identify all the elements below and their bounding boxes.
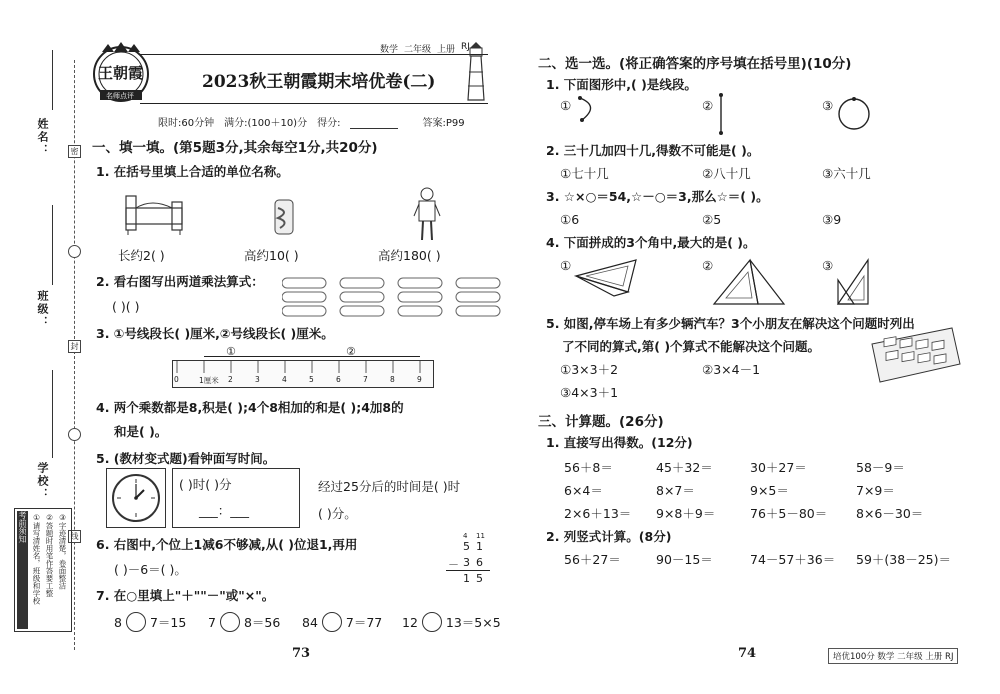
seal-char-3: 线 [68, 530, 81, 543]
sum-line [446, 570, 490, 571]
r3-option-3[interactable]: ③9 [822, 212, 842, 227]
q7-item-2-left: 7 [208, 614, 216, 630]
q7-item-2 [208, 612, 280, 632]
bed-icon [122, 190, 186, 236]
calc-item[interactable]: 6×4＝ [564, 483, 603, 498]
ruler [172, 360, 434, 388]
info-answer: 答案:P99 [422, 118, 465, 129]
page-number-right: 74 [738, 646, 757, 661]
ruler-mark-0: 0 [174, 375, 179, 384]
q4-prompt-line2: 和是( )。 [114, 424, 168, 439]
r2-option-2[interactable]: ②八十几 [702, 166, 751, 181]
ruler-segment-2 [258, 356, 420, 357]
lighthouse-decoration [462, 42, 490, 104]
vertical-calc-item[interactable]: 56＋27＝ [564, 552, 621, 567]
curve-line-icon [576, 94, 606, 124]
c2-prompt: 2. 列竖式计算。(8分) [546, 529, 672, 544]
calc-item[interactable]: 8×7＝ [656, 483, 695, 498]
seal-dot [68, 245, 81, 258]
r4-prompt: 4. 下面拼成的3个角中,最大的是( )。 [546, 235, 756, 250]
q6-prompt-line1: 6. 右图中,个位上1减6不够减,从( )位退1,再用 [96, 537, 358, 552]
seal-char-1: 密 [68, 145, 81, 158]
r5-prompt-line2: 了不同的算式,第( )个算式不能解决这个问题。 [562, 339, 821, 354]
tips-side: 考前须知 [17, 511, 28, 629]
q3-prompt: 3. ①号线段长( )厘米,②号线段长( )厘米。 [96, 326, 334, 341]
calc-item[interactable]: 45＋32＝ [656, 460, 713, 475]
q7-item-4-left: 12 [402, 614, 418, 630]
tip-1: ①请写清姓名，班级和学校 [32, 513, 41, 605]
q7-item-1 [114, 612, 186, 632]
clock-hands-icon [114, 476, 158, 520]
difference-tens: 1 [463, 572, 470, 585]
operator-circle[interactable] [220, 612, 240, 632]
r1-prompt: 1. 下面图形中,( )是线段。 [546, 77, 697, 92]
section-1-title: 一、填一填。(第5题3分,其余每空1分,共20分) [92, 140, 378, 156]
subtrahend-ones: 6 [476, 556, 483, 569]
r1-option-2[interactable]: ② [702, 98, 714, 113]
q1-prompt: 1. 在括号里填上合适的单位名称。 [96, 164, 289, 179]
ruler-mark-5: 5 [309, 375, 314, 384]
info-got: 得分: [317, 118, 341, 129]
ruler-segment-2-label: ② [346, 345, 356, 358]
segment-icon [716, 92, 726, 136]
q6-vertical-subtraction [446, 532, 498, 588]
brand-name: 王朝霞 [98, 64, 144, 82]
school-blank[interactable] [52, 370, 53, 458]
ruler-mark-3: 3 [255, 375, 260, 384]
r2-option-3[interactable]: ③六十几 [822, 166, 871, 181]
ruler-segment-1-label: ① [226, 345, 236, 358]
set-square-angle-2-icon [712, 256, 786, 306]
circle-shape-icon [836, 92, 872, 132]
page-title: 2023秋王朝霞期末培优卷(二) [202, 72, 436, 92]
r3-prompt: 3. ☆×○＝54,☆－○＝3,那么☆＝( )。 [546, 189, 769, 204]
q7-item-3 [302, 612, 382, 632]
class-label: 班级： [36, 290, 49, 329]
q1-bed-answer[interactable]: 长约2( ) [118, 248, 165, 263]
calc-item[interactable]: 9×8＋9＝ [656, 506, 716, 521]
r5-prompt-line1: 5. 如图,停车场上有多少辆汽车？3个小朋友在解决这个问题时列出 [546, 316, 915, 331]
q7-item-4-right: 13＝5×5 [445, 614, 501, 630]
footer-badge: 培优100分 数学 二年级 上册 RJ [828, 648, 958, 664]
ruler-mark-9: 9 [417, 375, 422, 384]
class-blank[interactable] [52, 205, 53, 285]
calc-item[interactable]: 58－9＝ [856, 460, 905, 475]
r5-option-3[interactable]: ③4×3＋1 [560, 385, 619, 400]
clock-face-icon [112, 474, 160, 522]
set-square-angle-3-icon [834, 256, 872, 308]
ruler-mark-4: 4 [282, 375, 287, 384]
minuend-tens: 5 [463, 540, 470, 553]
ruler-mark-2: 2 [228, 375, 233, 384]
q5-after-line2[interactable]: ( )分。 [318, 506, 357, 521]
meta-edition: RJ [461, 42, 470, 52]
q7-item-3-right: 7＝77 [345, 614, 383, 630]
q6-prompt-line2[interactable]: ( )－6＝( )。 [114, 562, 187, 577]
q4-prompt-line1: 4. 两个乘数都是8,积是( );4个8相加的和是( );4加8的 [96, 400, 404, 415]
title-bar [140, 54, 488, 104]
info-time: 限时:60分钟 [158, 118, 215, 129]
calc-item[interactable]: 30＋27＝ [750, 460, 807, 475]
r4-option-3[interactable]: ③ [822, 258, 834, 273]
calc-item[interactable]: 9×5＝ [750, 483, 789, 498]
seal-char-2: 封 [68, 340, 81, 353]
name-blank[interactable] [52, 50, 53, 110]
q7-item-1-right: 7＝15 [149, 614, 187, 630]
flower-rows-icon [282, 276, 502, 318]
q7-item-2-right: 8＝56 [243, 614, 281, 630]
r4-option-1[interactable]: ① [560, 258, 572, 273]
subtrahend-tens: 3 [463, 556, 470, 569]
q5-prompt: 5. (教材变式题)看钟面写时间。 [96, 451, 276, 466]
tips-box [14, 508, 72, 632]
q2-answer-blanks[interactable]: ( )( ) [112, 299, 140, 314]
time-answer-box [172, 468, 300, 528]
q1-container-answer[interactable]: 高约10( ) [244, 248, 299, 263]
operator-circle[interactable] [422, 612, 442, 632]
minus-sign: － [448, 558, 459, 571]
bed-picture [122, 190, 186, 240]
r3-option-1[interactable]: ①6 [560, 212, 580, 227]
page-number-left: 73 [292, 646, 311, 661]
score-blank[interactable] [350, 114, 398, 129]
r5-option-2[interactable]: ②3×4－1 [702, 362, 761, 377]
r5-option-1[interactable]: ①3×3＋2 [560, 362, 619, 377]
school-label: 学校： [36, 462, 49, 501]
container-picture [272, 196, 296, 240]
meta-volume: 上册 [437, 45, 456, 55]
c1-prompt: 1. 直接写出得数。(12分) [546, 435, 693, 450]
operator-circle[interactable] [322, 612, 342, 632]
exam-info [158, 114, 465, 129]
info-score: 满分:(100＋10)分 [224, 118, 308, 129]
operator-circle[interactable] [126, 612, 146, 632]
r2-option-1[interactable]: ①七十几 [560, 166, 609, 181]
person-icon [412, 186, 442, 242]
brand-sub: 名师点评 [106, 92, 134, 100]
minuend-ones: 1 [476, 540, 483, 553]
r1-option-1[interactable]: ① [560, 98, 572, 113]
lighthouse-icon [462, 42, 490, 104]
difference-ones: 5 [476, 572, 483, 585]
r3-option-2[interactable]: ②5 [702, 212, 722, 227]
q5-time-answer[interactable]: ( )时( )分 [179, 477, 232, 492]
ruler-mark-7: 7 [363, 375, 368, 384]
section-3-title: 三、计算题。(26分) [538, 414, 664, 430]
borrow-digit-ones: 11 [476, 532, 485, 540]
section-2-title: 二、选一选。(将正确答案的序号填在括号里)(10分) [538, 56, 852, 72]
q2-pattern-grid [282, 276, 502, 322]
vertical-calc-item[interactable]: 74－57＋36＝ [750, 552, 836, 567]
parking-lot-icon [866, 324, 962, 386]
q7-item-3-left: 84 [302, 614, 318, 630]
set-square-angle-1-icon [574, 256, 638, 298]
person-picture [412, 186, 442, 246]
name-label: 姓名： [36, 118, 49, 157]
q7-prompt: 7. 在○里填上"＋""－"或"×"。 [96, 588, 275, 603]
calc-item[interactable]: 76＋5－80＝ [750, 506, 828, 521]
vertical-calc-item[interactable]: 59＋(38－25)＝ [856, 552, 951, 567]
calc-item[interactable]: 2×6＋13＝ [564, 506, 632, 521]
q2-prompt: 2. 看右图写出两道乘法算式： [96, 274, 264, 289]
tip-2: ②答题时用笔作答要工整 [45, 513, 54, 597]
tip-3: ③字迹清楚，卷面整洁 [58, 513, 67, 590]
ruler-mark-6: 6 [336, 375, 341, 384]
borrow-digit-tens: 4 [463, 532, 468, 540]
meta-subject: 数学 [380, 45, 399, 55]
binding-strip [0, 0, 82, 694]
q7-item-1-left: 8 [114, 614, 122, 630]
calc-item[interactable]: 56＋8＝ [564, 460, 613, 475]
q5-after-line1[interactable]: 经过25分后的时间是( )时 [318, 479, 461, 494]
ruler-mark-8: 8 [390, 375, 395, 384]
q7-item-4 [402, 612, 501, 632]
q1-person-answer[interactable]: 高约180( ) [378, 248, 441, 263]
r4-option-2[interactable]: ② [702, 258, 714, 273]
bottle-icon [272, 196, 296, 236]
seal-dot [68, 428, 81, 441]
q5-digital-answer[interactable]: ___：___ [199, 503, 250, 518]
calc-item[interactable]: 8×6－30＝ [856, 506, 924, 521]
ruler-mark-1: 1厘米 [199, 376, 219, 385]
meta-grade: 二年级 [404, 45, 432, 55]
r2-prompt: 2. 三十几加四十几,得数不可能是( )。 [546, 143, 760, 158]
calc-item[interactable]: 7×9＝ [856, 483, 895, 498]
r1-option-3[interactable]: ③ [822, 98, 834, 113]
vertical-calc-item[interactable]: 90－15＝ [656, 552, 713, 567]
